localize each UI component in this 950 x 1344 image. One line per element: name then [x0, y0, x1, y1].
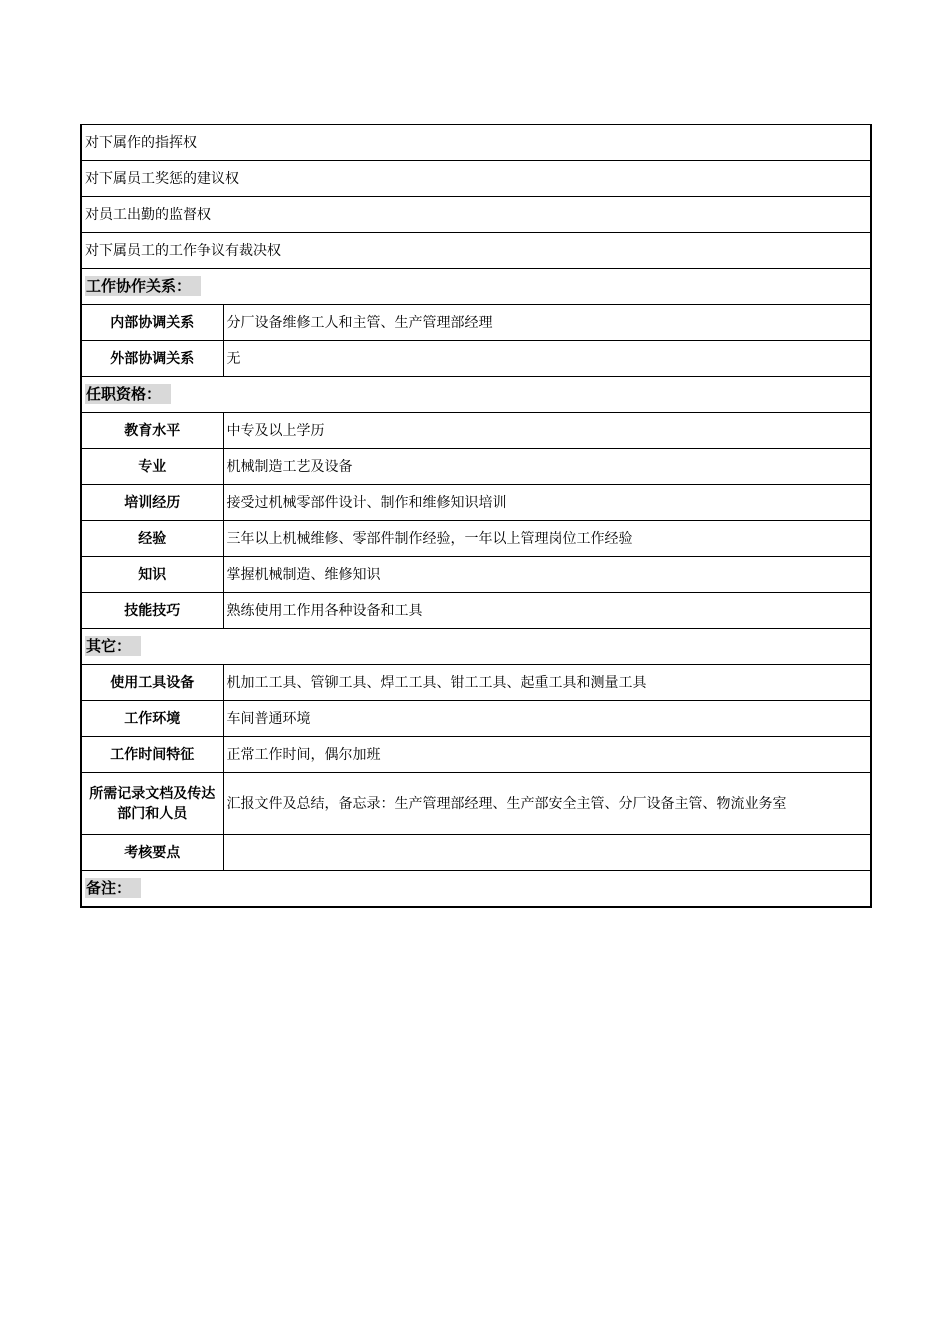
row-label: 使用工具设备	[81, 665, 223, 701]
row-label: 外部协调关系	[81, 341, 223, 377]
table-row	[81, 449, 871, 485]
table-row	[81, 521, 871, 557]
authority-row	[81, 125, 871, 161]
row-label: 内部协调关系	[81, 305, 223, 341]
table-row	[81, 593, 871, 629]
row-value: 分厂设备维修工人和主管、生产管理部经理	[223, 305, 871, 341]
section-row	[81, 377, 871, 413]
authority-row	[81, 197, 871, 233]
row-label: 培训经历	[81, 485, 223, 521]
section-title: 任职资格：	[85, 384, 171, 404]
table-row	[81, 485, 871, 521]
row-value: 熟练使用工作用各种设备和工具	[223, 593, 871, 629]
table-row	[81, 773, 871, 835]
section-header-remarks	[81, 871, 871, 908]
row-value: 无	[223, 341, 871, 377]
table-row	[81, 701, 871, 737]
authority-item: 对下属作的指挥权	[81, 125, 871, 161]
row-value: 汇报文件及总结，备忘录：生产管理部经理、生产部安全主管、分厂设备主管、物流业务室	[223, 773, 871, 835]
row-value: 掌握机械制造、维修知识	[223, 557, 871, 593]
table-row	[81, 341, 871, 377]
table-row	[81, 413, 871, 449]
row-value: 车间普通环境	[223, 701, 871, 737]
row-label: 经验	[81, 521, 223, 557]
row-value: 中专及以上学历	[223, 413, 871, 449]
table-row	[81, 305, 871, 341]
section-header-cooperation	[81, 269, 871, 305]
job-description-table	[80, 124, 872, 908]
section-row	[81, 629, 871, 665]
section-row	[81, 269, 871, 305]
row-value	[223, 835, 871, 871]
authority-item: 对员工出勤的监督权	[81, 197, 871, 233]
row-value: 机械制造工艺及设备	[223, 449, 871, 485]
row-label: 工作时间特征	[81, 737, 223, 773]
authority-item: 对下属员工的工作争议有裁决权	[81, 233, 871, 269]
section-title: 备注：	[85, 878, 141, 898]
authority-row	[81, 161, 871, 197]
row-label: 教育水平	[81, 413, 223, 449]
section-title: 工作协作关系：	[85, 276, 201, 296]
authority-row	[81, 233, 871, 269]
row-value: 正常工作时间，偶尔加班	[223, 737, 871, 773]
row-value: 三年以上机械维修、零部件制作经验，一年以上管理岗位工作经验	[223, 521, 871, 557]
section-title: 其它：	[85, 636, 141, 656]
row-label: 所需记录文档及传达部门和人员	[81, 773, 223, 835]
table-row	[81, 737, 871, 773]
row-value: 机加工工具、管铆工具、焊工工具、钳工工具、起重工具和测量工具	[223, 665, 871, 701]
section-header-other	[81, 629, 871, 665]
row-label: 工作环境	[81, 701, 223, 737]
document-page	[80, 124, 870, 908]
table-row	[81, 665, 871, 701]
table-row	[81, 557, 871, 593]
row-label: 考核要点	[81, 835, 223, 871]
section-header-qualification	[81, 377, 871, 413]
row-label: 专业	[81, 449, 223, 485]
row-value: 接受过机械零部件设计、制作和维修知识培训	[223, 485, 871, 521]
table-row	[81, 835, 871, 871]
row-label: 知识	[81, 557, 223, 593]
section-row	[81, 871, 871, 908]
row-label: 技能技巧	[81, 593, 223, 629]
authority-item: 对下属员工奖惩的建议权	[81, 161, 871, 197]
